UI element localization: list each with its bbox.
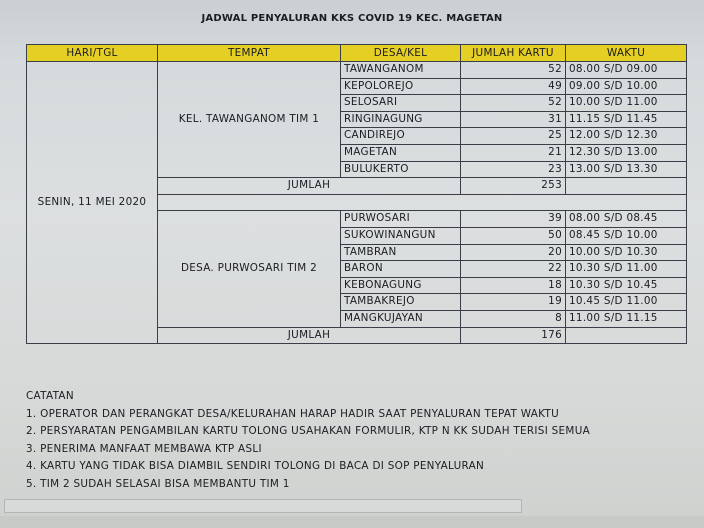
jumlah-cell: 18: [461, 277, 566, 294]
header-desa: DESA/KEL: [341, 45, 461, 62]
waktu-cell: 10.00 S/D 10.30: [566, 244, 687, 261]
jumlah-cell: 25: [461, 128, 566, 145]
desa-cell: MANGKUJAYAN: [341, 310, 461, 327]
waktu-cell: 10.00 S/D 11.00: [566, 95, 687, 112]
desa-cell: PURWOSARI: [341, 211, 461, 228]
notes-heading: CATATAN: [26, 390, 74, 402]
jumlah-cell: 19: [461, 294, 566, 311]
note-item: 2. PERSYARATAN PENGAMBILAN KARTU TOLONG USAHAKAN FORMULIR, KTP N KK SUDAH TERISI SEMUA: [26, 425, 591, 438]
desa-cell: KEPOLOREJO: [341, 78, 461, 95]
waktu-cell: 11.15 S/D 11.45: [566, 111, 687, 128]
schedule-table: [26, 44, 687, 344]
jumlah-cell: 23: [461, 161, 566, 178]
jumlah-cell: 21: [461, 144, 566, 161]
jumlah-cell: 52: [461, 62, 566, 79]
jumlah-cell: 39: [461, 211, 566, 228]
note-item: 4. KARTU YANG TIDAK BISA DIAMBIL SENDIRI TOLONG DI BACA DI SOP PENYALURAN: [26, 460, 485, 473]
waktu-cell: 12.30 S/D 13.00: [566, 144, 687, 161]
total-label: JUMLAH: [158, 327, 461, 344]
header-waktu: WAKTU: [566, 45, 687, 62]
total-value: 253: [461, 178, 566, 195]
jumlah-cell: 49: [461, 78, 566, 95]
waktu-cell: 08.00 S/D 08.45: [566, 211, 687, 228]
desa-cell: TAWANGANOM: [341, 62, 461, 79]
waktu-cell: 08.00 S/D 09.00: [566, 62, 687, 79]
jumlah-cell: 22: [461, 261, 566, 278]
desa-cell: BARON: [341, 261, 461, 278]
total-label: JUMLAH: [158, 178, 461, 195]
desa-cell: SELOSARI: [341, 95, 461, 112]
document-title: JADWAL PENYALURAN KKS COVID 19 KEC. MAGETAN: [201, 13, 503, 24]
empty-cell: [158, 194, 687, 211]
jumlah-cell: 52: [461, 95, 566, 112]
waktu-cell: 10.45 S/D 11.00: [566, 294, 687, 311]
jumlah-cell: 20: [461, 244, 566, 261]
notes-section: [26, 388, 590, 494]
desa-cell: TAMBAKREJO: [341, 294, 461, 311]
empty-cell: [566, 178, 687, 195]
waktu-cell: 09.00 S/D 10.00: [566, 78, 687, 95]
desa-cell: CANDIREJO: [341, 128, 461, 145]
jumlah-cell: 50: [461, 227, 566, 244]
waktu-cell: 13.00 S/D 13.30: [566, 161, 687, 178]
header-tempat: TEMPAT: [158, 45, 341, 62]
jumlah-cell: 31: [461, 111, 566, 128]
jumlah-cell: 8: [461, 310, 566, 327]
total-value: 176: [461, 327, 566, 344]
waktu-cell: 12.00 S/D 12.30: [566, 128, 687, 145]
desa-cell: KEBONAGUNG: [341, 277, 461, 294]
note-item: 5. TIM 2 SUDAH SELASAI BISA MEMBANTU TIM 1: [26, 477, 290, 490]
header-hari: HARI/TGL: [27, 45, 158, 62]
desa-cell: SUKOWINANGUN: [341, 227, 461, 244]
header-row: [27, 45, 687, 62]
horizontal-scrollbar[interactable]: [4, 499, 522, 513]
waktu-cell: 10.30 S/D 10.45: [566, 277, 687, 294]
desa-cell: TAMBRAN: [341, 244, 461, 261]
waktu-cell: 10.30 S/D 11.00: [566, 261, 687, 278]
day-cell: SENIN, 11 MEI 2020: [27, 62, 158, 344]
note-item: 3. PENERIMA MANFAAT MEMBAWA KTP ASLI: [26, 442, 262, 455]
waktu-cell: 08.45 S/D 10.00: [566, 227, 687, 244]
tempat-cell: KEL. TAWANGANOM TIM 1: [158, 62, 341, 178]
tempat-cell: DESA. PURWOSARI TIM 2: [158, 211, 341, 327]
desa-cell: RINGINAGUNG: [341, 111, 461, 128]
status-strip: [0, 516, 704, 528]
header-jumlah: JUMLAH KARTU: [461, 45, 566, 62]
waktu-cell: 11.00 S/D 11.15: [566, 310, 687, 327]
desa-cell: BULUKERTO: [341, 161, 461, 178]
desa-cell: MAGETAN: [341, 144, 461, 161]
table-row: [27, 62, 687, 79]
note-item: 1. OPERATOR DAN PERANGKAT DESA/KELURAHAN HARAP HADIR SAAT PENYALURAN TEPAT WAKTU: [26, 407, 560, 420]
empty-cell: [566, 327, 687, 344]
